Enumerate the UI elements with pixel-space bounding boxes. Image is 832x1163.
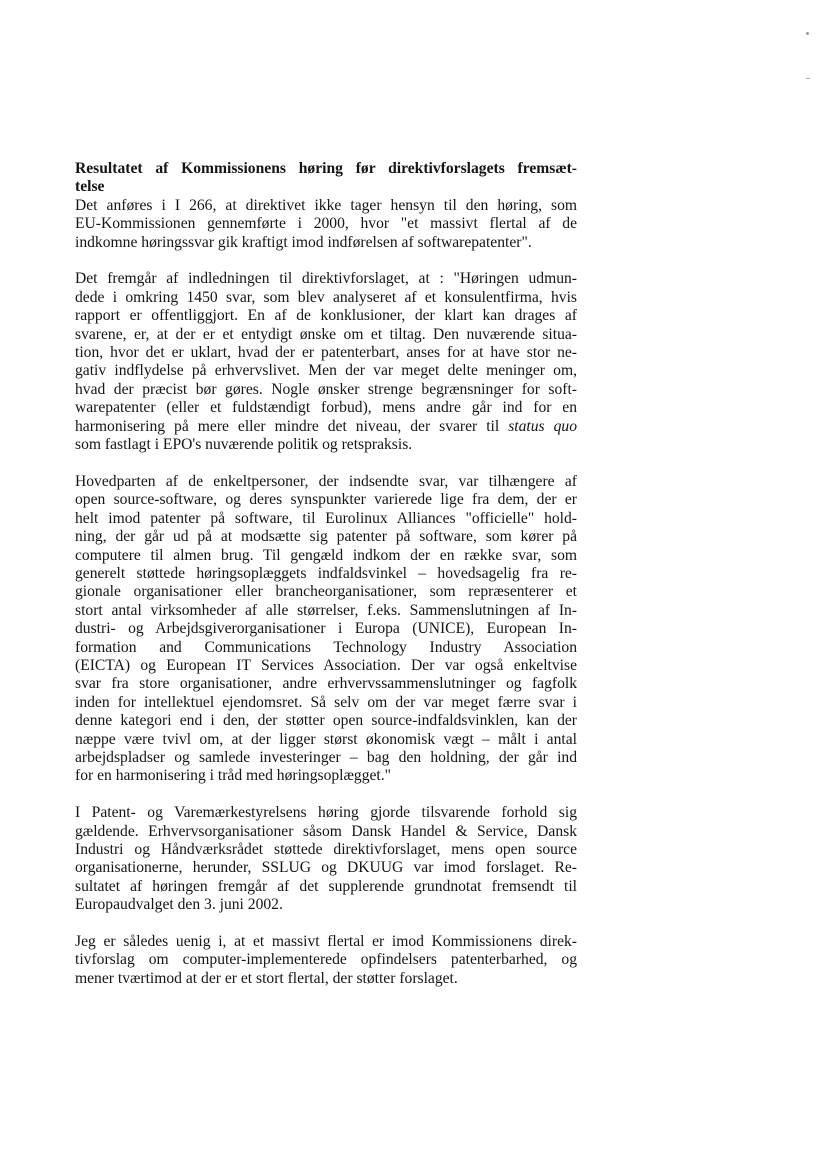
text-line: indkomne høringssvar gik kraftigt imod indførelsen af softwarepatenter".: [75, 233, 532, 251]
document-body: [75, 160, 577, 1007]
text-line: næppe være tvivl om, at der ligger størst økonomisk vægt – målt i antal: [75, 730, 577, 748]
paragraph-1: [75, 197, 577, 252]
text-line: ning, der går ud på at modsætte sig patenter på software, som kører på: [75, 528, 577, 546]
paragraph-4: [75, 804, 577, 914]
text-line: som fastlagt i EPO's nuværende politik og retspraksis.: [75, 436, 413, 454]
text-line: gativ indflydelse på erhvervslivet. Men der var meget delte meninger om,: [75, 362, 577, 380]
scan-speck: [806, 78, 810, 79]
text-line: svar fra store organisationer, andre erhvervssammenslutninger og fagfolk: [75, 675, 577, 693]
text-line: denne kategori end i den, der støtter open source-indfaldsvinklen, kan der: [75, 712, 577, 730]
text-line: generelt støttede høringsoplæggets indfaldsvinkel – hovedsagelig fra re-: [75, 564, 577, 582]
text-line: helt imod patenter på software, til Eurolinux Alliances "officielle" hold-: [75, 509, 577, 527]
text-line: (EICTA) og European IT Services Association. Der var også enkeltvise: [75, 656, 577, 674]
text-line: Det fremgår af indledningen til direktivforslaget, at : "Høringen udmun-: [75, 270, 577, 288]
text-line: for en harmonisering i tråd med høringsoplægget.": [75, 767, 392, 785]
text-line: Hovedparten af de enkeltpersoner, der indsendte svar, var tilhængere af: [75, 472, 577, 490]
text-line: svarene, er, at der er et entydigt ønske om et tiltag. Den nuværende situa-: [75, 325, 577, 343]
text-line: organisationerne, herunder, SSLUG og DKUUG var imod forslaget. Re-: [75, 859, 577, 877]
text-line: Jeg er således uenig i, at et massivt flertal er imod Kommissionens direk-: [75, 933, 577, 950]
text-line: tion, hvor det er uklart, hvad der er patenterbart, anses for at have stor ne-: [75, 344, 577, 362]
text-line: dede i omkring 1450 svar, som blev analyseret af et konsulentfirma, hvis: [75, 288, 577, 306]
text-line: I Patent- og Varemærkestyrelsens høring gjorde tilsvarende forhold sig: [75, 804, 577, 822]
heading-line: Resultatet af Kommissionens høring før direktivforslagets fremsæt-: [75, 160, 577, 177]
section-heading: [75, 160, 577, 197]
text-line: Industri og Håndværksrådet støttede direktivforslaget, mens open source: [75, 840, 577, 858]
text-line: tivforslag om computer-implementerede opfindelsers patenterbarhed, og: [75, 951, 577, 969]
text-line: arbejdspladser og samlede investeringer – bag den holdning, der går ind: [75, 748, 577, 766]
paragraph-5: [75, 933, 577, 988]
text-line: gældende. Erhvervsorganisationer såsom Dansk Handel & Service, Dansk: [75, 822, 577, 840]
text-line: inden for intellektuel ejendomsret. Så selv om der var meget færre svar i: [75, 693, 577, 711]
text-line: stort antal virksomheder af alle størrelser, f.eks. Sammenslutningen af In-: [75, 601, 577, 619]
scan-speck: [806, 32, 809, 35]
text-line: EU-Kommissionen gennemførte i 2000, hvor "et massivt flertal af de: [75, 215, 577, 233]
text-line: dustri- og Arbejdsgiverorganisationer i Europa (UNICE), European In-: [75, 620, 577, 638]
text-line: warepatenter (eller et fuldstændigt forbud), mens andre går ind for en: [75, 399, 577, 417]
text-line: hvad der præcist bør gøres. Nogle ønsker strenge begrænsninger for soft-: [75, 380, 577, 398]
text-line: formation and Communications Technology Industry Association: [75, 638, 577, 656]
paragraph-3: [75, 473, 577, 786]
text-line: mener tværtimod at der er et stort flertal, der støtter forslaget.: [75, 969, 458, 987]
text-line: computere til almen brug. Til gengæld indkom der en række svar, som: [75, 546, 577, 564]
text-line: gionale organisationer eller brancheorganisationer, som repræsenterer et: [75, 583, 577, 601]
text-line-with-italic: harmonisering på mere eller mindre det niveau, der svarer til status quo: [75, 417, 577, 435]
italic-phrase: status quo: [508, 417, 577, 435]
text-line: rapport er offentliggjort. En af de konklusioner, der klart kan drages af: [75, 307, 577, 325]
heading-line: telse: [75, 178, 105, 196]
text-line: sultatet af høringen fremgår af det supplerende grundnotat fremsendt til: [75, 877, 577, 895]
text-line: open source-software, og deres synspunkter varierede lige fra dem, der er: [75, 491, 577, 509]
text-line: Europaudvalget den 3. juni 2002.: [75, 896, 283, 914]
text-line: Det anføres i I 266, at direktivet ikke tager hensyn til den høring, som: [75, 196, 577, 214]
paragraph-2: [75, 270, 577, 454]
